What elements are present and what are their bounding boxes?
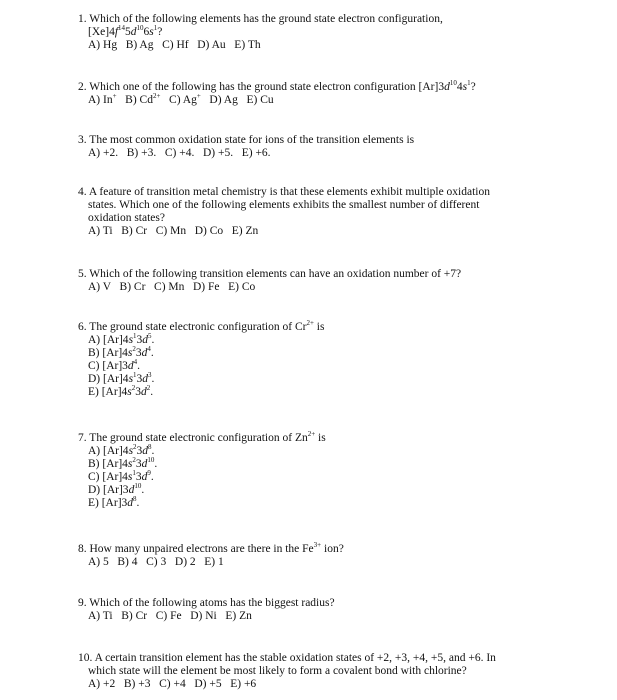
- question-stem: Which of the following elements has the ground state electron configuration,: [89, 13, 443, 25]
- question-stem: Which of the following transition elements can have an oxidation number of +7?: [89, 268, 462, 280]
- answer-options: A) Ti B) Cr C) Fe D) Ni E) Zn: [88, 610, 252, 622]
- option-c: C) $[Ar]4s^13d^9$.: [88, 469, 154, 483]
- question-9: [78, 597, 548, 623]
- question-1: [78, 13, 548, 52]
- answer-options: A) Hg B) Ag C) Hf D) Au E) Th: [88, 39, 261, 51]
- option-d: D) $[Ar]4s^13d^3$.: [88, 371, 155, 385]
- question-7: [78, 432, 548, 510]
- question-number: 4.: [78, 186, 87, 198]
- option-e: E) $[Ar]3d^8$.: [88, 495, 140, 509]
- answer-options: A) Ti B) Cr C) Mn D) Co E) Zn: [88, 225, 259, 237]
- question-number: 2.: [78, 81, 87, 93]
- answer-options: A) In+ B) $Cd^{2+}$ C) Ag+ D) Ag E) Cu: [88, 92, 274, 106]
- option-a: A) $[Ar]4s^23d^8$.: [88, 443, 155, 457]
- option-b: B) $[Ar]4s^23d^4$.: [88, 345, 154, 359]
- question-stem: The most common oxidation state for ions of the transition elements is: [89, 134, 415, 146]
- question-3: [78, 134, 548, 160]
- option-d: D) $[Ar]3d^{10}$.: [88, 482, 145, 496]
- question-6: [78, 321, 548, 399]
- question-stem-continued: oxidation states?: [88, 212, 165, 224]
- question-number: 3.: [78, 134, 87, 146]
- question-4: [78, 186, 548, 238]
- question-stem: How many unpaired electrons are there in the $Fe^{3+}$ ion?: [89, 541, 344, 555]
- question-2: [78, 81, 548, 107]
- question-number: 8.: [78, 543, 87, 555]
- question-stem: Which one of the following has the ground state electron configuration $[Ar]3d^{10}4s^1$?: [89, 79, 476, 93]
- question-8: [78, 543, 548, 569]
- answer-options: A) +2 B) +3 C) +4 D) +5 E) +6: [88, 678, 257, 690]
- question-stem: A certain transition element has the stable oxidation states of +2, +3, +4, +5, and +6. In: [94, 652, 496, 664]
- question-stem-formula: $[Xe]4f^{14}5d^{10}6s^1$?: [88, 24, 163, 38]
- question-number: 10.: [78, 652, 93, 664]
- option-a: A) $[Ar]4s^13d^5$.: [88, 332, 155, 346]
- option-c: C) $[Ar]3d^4$.: [88, 358, 141, 372]
- question-stem: A feature of transition metal chemistry is that these elements exhibit multiple oxidation: [88, 186, 490, 198]
- answer-options: A) 5 B) 4 C) 3 D) 2 E) 1: [88, 556, 224, 568]
- question-stem-continued: which state will the element be most likely to form a covalent bond with chlorine?: [88, 665, 467, 677]
- question-number: 6.: [78, 321, 87, 333]
- question-5: [78, 268, 548, 294]
- question-stem: The ground state electronic configuration of $Cr^{2+}$ is: [89, 319, 325, 333]
- question-10: [78, 652, 548, 691]
- question-number: 9.: [78, 597, 87, 609]
- question-number: 5.: [78, 268, 87, 280]
- question-number: 1.: [78, 13, 87, 25]
- option-e: E) $[Ar]4s^23d^2$.: [88, 384, 154, 398]
- answer-options: [78, 334, 548, 399]
- option-b: B) $[Ar]4s^23d^{10}$.: [88, 456, 158, 470]
- question-stem: Which of the following atoms has the biggest radius?: [89, 597, 335, 609]
- question-stem-continued: states. Which one of the following elements exhibits the smallest number of different: [88, 199, 480, 211]
- question-stem: The ground state electronic configuration of $Zn^{2+}$ is: [89, 430, 326, 444]
- answer-options: A) V B) Cr C) Mn D) Fe E) Co: [88, 281, 256, 293]
- question-number: 7.: [78, 432, 87, 444]
- answer-options: A) +2. B) +3. C) +4. D) +5. E) +6.: [88, 147, 271, 159]
- answer-options: [78, 445, 548, 510]
